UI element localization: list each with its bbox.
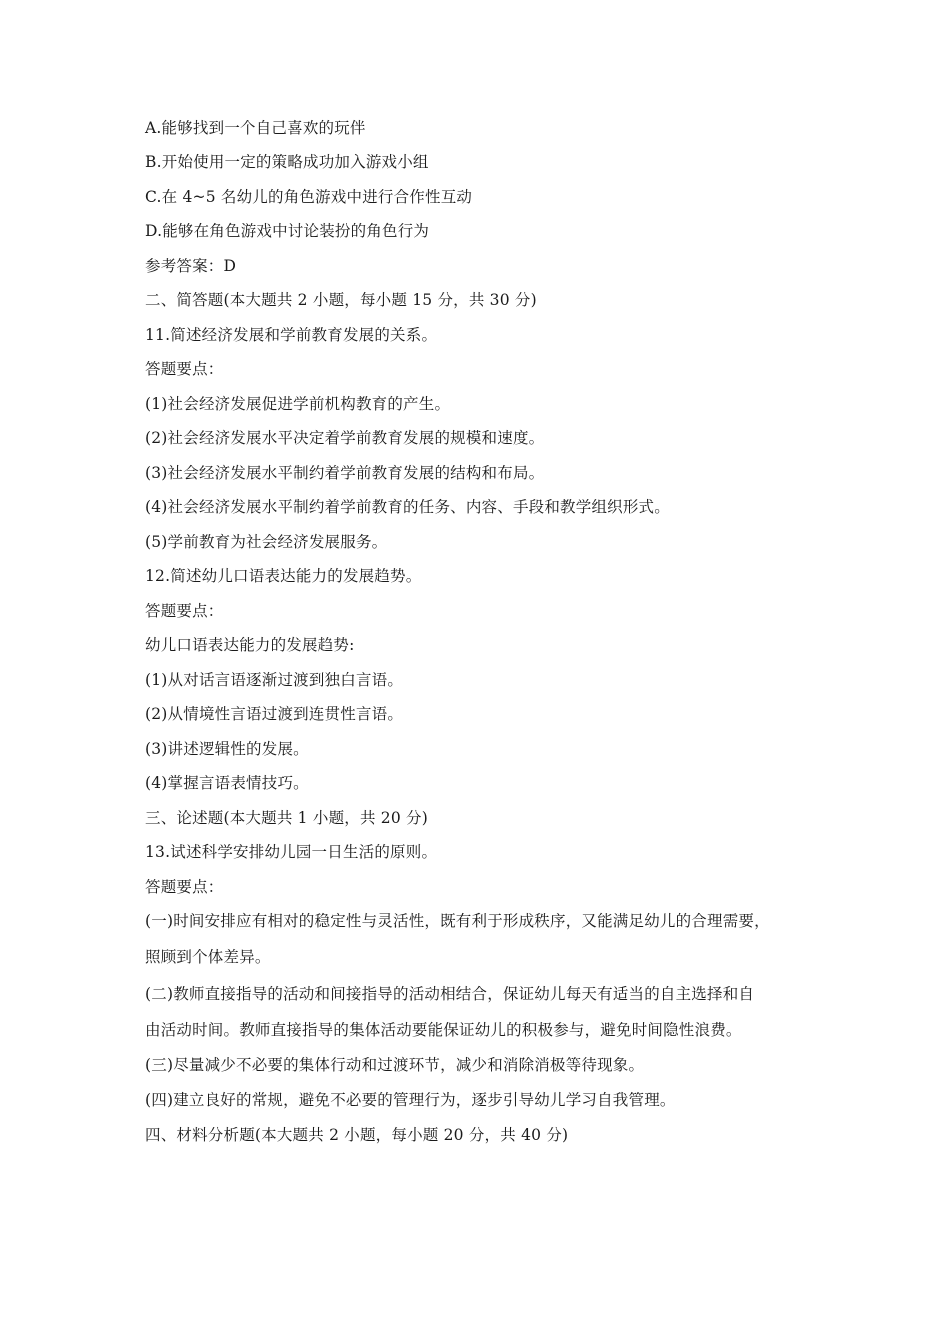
answer-point-continued: 由活动时间。教师直接指导的集体活动要能保证幼儿的积极参与，避免时间隐性浪费。 [145,1021,742,1039]
answer-point: (3)讲述逻辑性的发展。 [145,740,309,758]
answer-point: (一)时间安排应有相对的稳定性与灵活性，既有利于形成秩序，又能满足幼儿的合理需要， [145,912,770,930]
question-title: 11.简述经济发展和学前教育发展的关系。 [145,326,438,344]
answer-point: (2)社会经济发展水平决定着学前教育发展的规模和速度。 [145,429,545,447]
question-title: 13.试述科学安排幼儿园一日生活的原则。 [145,843,438,861]
option-d: D.能够在角色游戏中讨论装扮的角色行为 [145,222,430,240]
answer-point: (四)建立良好的常规，避免不必要的管理行为，逐步引导幼儿学习自我管理。 [145,1091,676,1109]
answer-point: (1)社会经济发展促进学前机构教育的产生。 [145,395,451,413]
answer-point: (3)社会经济发展水平制约着学前教育发展的结构和布局。 [145,464,545,482]
answer-intro: 幼儿口语表达能力的发展趋势: [145,636,355,654]
answer-point: (4)掌握言语表情技巧。 [145,774,309,792]
answer-point: (1)从对话言语逐渐过渡到独白言语。 [145,671,404,689]
answer-points-label: 答题要点： [145,602,224,620]
section-heading: 二、简答题(本大题共 2 小题，每小题 15 分，共 30 分) [145,291,537,309]
answer-point: (三)尽量减少不必要的集体行动和过渡环节，减少和消除消极等待现象。 [145,1056,645,1074]
option-c: C.在 4~5 名幼儿的角色游戏中进行合作性互动 [145,188,473,206]
answer-points-label: 答题要点： [145,360,224,378]
answer-point: (4)社会经济发展水平制约着学前教育的任务、内容、手段和教学组织形式。 [145,498,670,516]
answer-points-label: 答题要点： [145,878,224,896]
option-a: A.能够找到一个自己喜欢的玩伴 [145,119,366,137]
reference-answer: 参考答案：D [145,257,237,275]
answer-point-continued: 照顾到个体差异。 [145,948,271,966]
section-heading: 三、论述题(本大题共 1 小题，共 20 分) [145,809,428,827]
section-heading: 四、材料分析题(本大题共 2 小题，每小题 20 分，共 40 分) [145,1126,569,1144]
answer-point: (二)教师直接指导的活动和间接指导的活动相结合，保证幼儿每天有适当的自主选择和自 [145,985,755,1003]
question-title: 12.简述幼儿口语表达能力的发展趋势。 [145,567,422,585]
answer-point: (2)从情境性言语过渡到连贯性言语。 [145,705,404,723]
option-b: B.开始使用一定的策略成功加入游戏小组 [145,153,429,171]
answer-point: (5)学前教育为社会经济发展服务。 [145,533,388,551]
